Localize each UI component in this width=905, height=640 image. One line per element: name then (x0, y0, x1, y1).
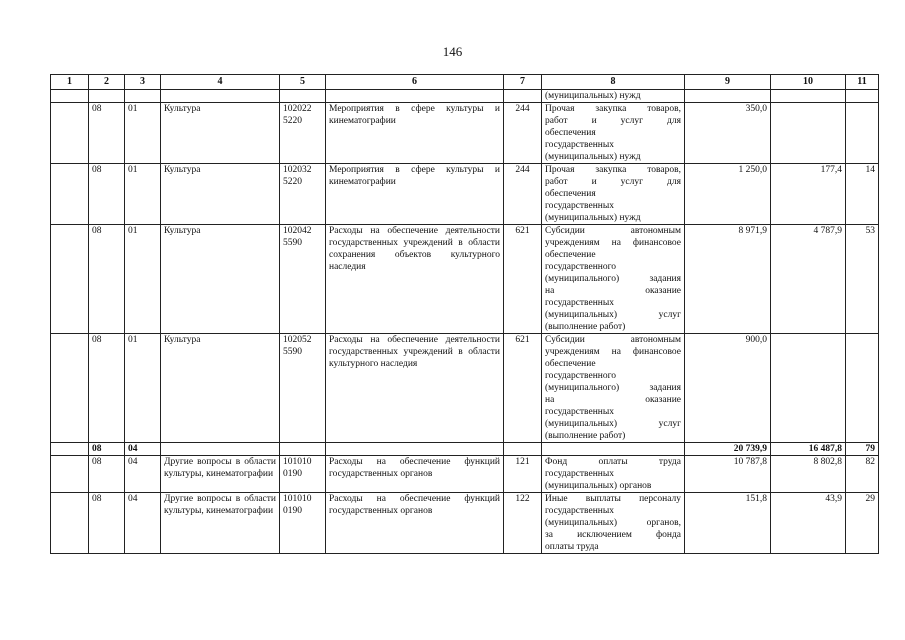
expense-type-name-line: (муниципальных) органов, (545, 518, 681, 528)
col-header-2: 2 (89, 75, 125, 90)
subsection-code: 01 (125, 103, 161, 164)
col1-cell (51, 334, 89, 443)
expense-type-name-line: (муниципального) задания (545, 383, 681, 393)
section-name: Другие вопросы в области культуры, кинематографии (161, 456, 280, 493)
target-article-code-line: 5590 (283, 238, 302, 248)
expense-type-name (542, 103, 685, 164)
target-article-code-line: 102052 (283, 335, 312, 345)
expense-description: Мероприятия в сфере культуры и кинематографии (326, 103, 504, 164)
expense-type-name-line: обеспечения (545, 189, 596, 199)
col-header-8: 8 (542, 75, 685, 90)
target-article-code-line: 5590 (283, 347, 302, 357)
subtotal-c11: 79 (846, 443, 879, 456)
target-article-code-line: 0190 (283, 506, 302, 516)
subtotal-c2: 08 (89, 443, 125, 456)
expense-description: Расходы на обеспечение деятельности государственных учреждений в области сохранения объектов культурного наследия (326, 225, 504, 334)
subtotal-c6 (326, 443, 504, 456)
expense-type-code: 244 (504, 103, 542, 164)
expense-type-name-line: (муниципальных) нужд (545, 152, 641, 162)
execution-percent: 82 (846, 456, 879, 493)
execution-percent: 53 (846, 225, 879, 334)
target-article-code-line: 102042 (283, 226, 312, 236)
target-article-code (280, 493, 326, 554)
expense-type-name-line: государственных (545, 407, 615, 417)
expense-type-name-line: Прочая закупка товаров, (545, 165, 681, 175)
expense-type-name-line: за исключением фонда (545, 530, 681, 540)
expense-type-name-line: (муниципальных) органов (545, 481, 652, 491)
subtotal-row (51, 443, 879, 456)
expense-type-code: 122 (504, 493, 542, 554)
expense-type-name (542, 493, 685, 554)
execution-percent: 14 (846, 164, 879, 225)
expense-type-name-line: обеспечение (545, 250, 596, 260)
execution-percent (846, 103, 879, 164)
subtotal-c9: 20 739,9 (685, 443, 771, 456)
budget-table (50, 74, 879, 554)
table-body (51, 90, 879, 554)
target-article-code (280, 164, 326, 225)
section-code: 08 (89, 334, 125, 443)
continuation-row (51, 90, 879, 103)
table-row (51, 334, 879, 443)
expense-type-name-line: государственных (545, 298, 615, 308)
approved-amount: 10 787,8 (685, 456, 771, 493)
col-header-4: 4 (161, 75, 280, 90)
expense-type-name-line: работ и услуг для (545, 116, 681, 126)
target-article-code-line: 102032 (283, 165, 312, 175)
section-code: 08 (89, 164, 125, 225)
table-row (51, 225, 879, 334)
expense-description: Расходы на обеспечение функций государственных органов (326, 493, 504, 554)
expense-type-code: 621 (504, 334, 542, 443)
subsection-code: 04 (125, 493, 161, 554)
subtotal-c8 (542, 443, 685, 456)
expense-type-name-line: оплаты труда (545, 542, 599, 552)
col-header-10: 10 (771, 75, 846, 90)
expense-type-code: 121 (504, 456, 542, 493)
expense-description: Расходы на обеспечение деятельности государственных учреждений в области культурного наследия (326, 334, 504, 443)
expense-type-name-line: (муниципальных) услуг (545, 419, 681, 429)
section-code: 08 (89, 493, 125, 554)
expense-type-name-line: государственных (545, 201, 615, 211)
col1-cell (51, 456, 89, 493)
section-name: Культура (161, 103, 280, 164)
subtotal-c3: 04 (125, 443, 161, 456)
expense-type-name (542, 225, 685, 334)
expense-type-name-line: государственных (545, 140, 615, 150)
expense-type-name-line: Субсидии автономным (545, 335, 681, 345)
approved-amount: 900,0 (685, 334, 771, 443)
subtotal-c5 (280, 443, 326, 456)
table-row (51, 164, 879, 225)
col-header-1: 1 (51, 75, 89, 90)
expense-type-name (542, 456, 685, 493)
subsection-code: 01 (125, 225, 161, 334)
col-header-11: 11 (846, 75, 879, 90)
expense-type-name-line: (муниципального) задания (545, 274, 681, 284)
expense-type-name (542, 164, 685, 225)
expense-type-name-line: (выполнение работ) (545, 322, 626, 332)
executed-amount: 177,4 (771, 164, 846, 225)
expense-type-name (542, 334, 685, 443)
target-article-code-line: 101010 (283, 457, 312, 467)
col1-cell (51, 225, 89, 334)
table-row (51, 103, 879, 164)
col1-cell (51, 493, 89, 554)
table-row (51, 456, 879, 493)
col-header-3: 3 (125, 75, 161, 90)
subtotal-c7 (504, 443, 542, 456)
target-article-code (280, 456, 326, 493)
subsection-code: 01 (125, 164, 161, 225)
approved-amount: 1 250,0 (685, 164, 771, 225)
expense-type-name-line: государственных (545, 469, 615, 479)
expense-type-name-line: обеспечение (545, 359, 596, 369)
section-code: 08 (89, 456, 125, 493)
subsection-code: 04 (125, 456, 161, 493)
expense-type-name-line: (муниципальных) услуг (545, 310, 681, 320)
continuation-text: (муниципальных) нужд (542, 90, 685, 103)
target-article-code (280, 103, 326, 164)
executed-amount: 4 787,9 (771, 225, 846, 334)
expense-type-name-line: Иные выплаты персоналу (545, 494, 681, 504)
subtotal-c1 (51, 443, 89, 456)
col-header-6: 6 (326, 75, 504, 90)
table-row (51, 493, 879, 554)
col-header-5: 5 (280, 75, 326, 90)
expense-type-name-line: Прочая закупка товаров, (545, 104, 681, 114)
target-article-code (280, 334, 326, 443)
expense-type-name-line: государственного (545, 371, 617, 381)
target-article-code-line: 5220 (283, 116, 302, 126)
target-article-code-line: 5220 (283, 177, 302, 187)
executed-amount: 43,9 (771, 493, 846, 554)
expense-type-code: 244 (504, 164, 542, 225)
subsection-code: 01 (125, 334, 161, 443)
col-header-7: 7 (504, 75, 542, 90)
section-code: 08 (89, 103, 125, 164)
expense-type-name-line: учреждениям на финансовое (545, 347, 681, 357)
expense-type-name-line: государственных (545, 506, 615, 516)
executed-amount (771, 103, 846, 164)
executed-amount: 8 802,8 (771, 456, 846, 493)
page-number: 146 (442, 44, 463, 59)
target-article-code-line: 102022 (283, 104, 312, 114)
target-article-code-line: 0190 (283, 469, 302, 479)
expense-type-name-line: учреждениям на финансовое (545, 238, 681, 248)
section-name: Культура (161, 334, 280, 443)
target-article-code-line: 101010 (283, 494, 312, 504)
expense-type-name-line: государственного (545, 262, 617, 272)
expense-type-name-line: на оказание (545, 286, 681, 296)
section-code: 08 (89, 225, 125, 334)
approved-amount: 151,8 (685, 493, 771, 554)
col-header-9: 9 (685, 75, 771, 90)
approved-amount: 350,0 (685, 103, 771, 164)
expense-type-name-line: (выполнение работ) (545, 431, 626, 441)
col1-cell (51, 164, 89, 225)
expense-type-name-line: (муниципальных) нужд (545, 213, 641, 223)
target-article-code (280, 225, 326, 334)
section-name: Культура (161, 164, 280, 225)
expense-description: Мероприятия в сфере культуры и кинематографии (326, 164, 504, 225)
header-row (51, 75, 879, 90)
expense-type-name-line: Фонд оплаты труда (545, 457, 681, 467)
approved-amount: 8 971,9 (685, 225, 771, 334)
executed-amount (771, 334, 846, 443)
expense-type-name-line: обеспечения (545, 128, 596, 138)
execution-percent: 29 (846, 493, 879, 554)
expense-type-name-line: на оказание (545, 395, 681, 405)
col1-cell (51, 103, 89, 164)
subtotal-c10: 16 487,8 (771, 443, 846, 456)
section-name: Культура (161, 225, 280, 334)
expense-description: Расходы на обеспечение функций государственных органов (326, 456, 504, 493)
expense-type-name-line: Субсидии автономным (545, 226, 681, 236)
section-name: Другие вопросы в области культуры, кинематографии (161, 493, 280, 554)
expense-type-name-line: работ и услуг для (545, 177, 681, 187)
subtotal-c4 (161, 443, 280, 456)
expense-type-code: 621 (504, 225, 542, 334)
execution-percent (846, 334, 879, 443)
